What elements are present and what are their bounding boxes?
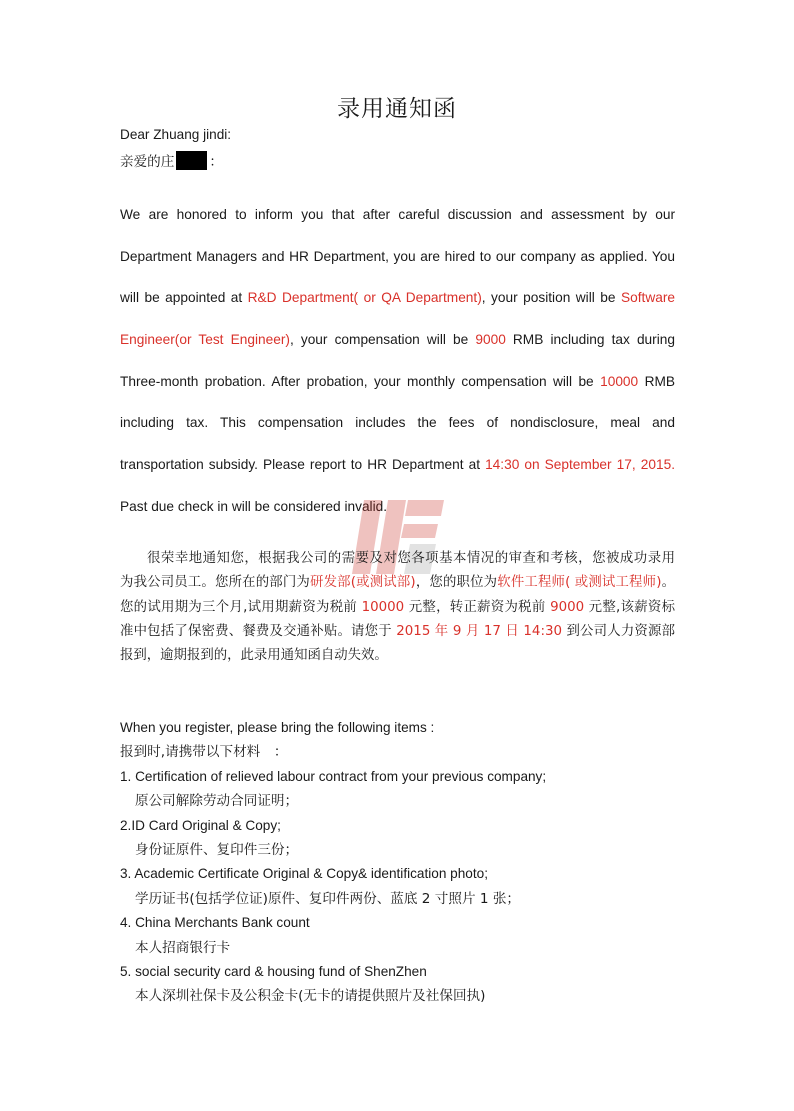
cn-line-5: 报到，逾期报到的，此录用通知函自动失效。 [120, 648, 388, 664]
en-line-5: Three-month probation. After probation, your monthly compensation will be 10000 RMB [120, 373, 675, 389]
en-line-8: Past due check in will be considered invalid. [120, 498, 388, 514]
redaction-box [176, 151, 207, 170]
cn-line-2: 为我公司员工。您所在的部门为研发部(或测试部)，您的职位为软件工程师( 或测试工程师)。 [120, 575, 675, 591]
item-2-en: 2.ID Card Original & Copy; [120, 817, 281, 833]
en-line-7: transportation subsidy. Please report to HR Department at 14:30 on September 17, 2015. [120, 457, 675, 473]
item-3-cn: 学历证书(包括学位证)原件、复印件两份、蓝底 2 寸照片 1 张； [135, 890, 521, 907]
cn-department-highlight: 研发部(或测试部) [310, 575, 416, 591]
items-intro-cn: 报到时,请携带以下材料 ： [120, 744, 288, 761]
cn-probation-salary: 10000 [361, 599, 405, 615]
item-5-cn: 本人深圳社保卡及公积金卡(无卡的请提供照片及社保回执) [135, 988, 486, 1005]
en-line-6: including tax. This compensation includes the fees of nondisclosure, meal and [120, 415, 675, 431]
department-highlight: R&D Department( or QA Department) [247, 290, 482, 306]
chinese-paragraph [120, 549, 675, 670]
items-intro-en: When you register, please bring the following items : [120, 720, 435, 735]
greeting-cn-suffix: ： [209, 154, 223, 170]
greeting-en: Dear Zhuang jindi: [120, 127, 232, 142]
report-datetime: 14:30 on September 17, 2015. [485, 457, 675, 473]
cn-line-4: 准中包括了保密费、餐费及交通补贴。请您于 2015 年 9 月 17 日 14:30 到公司人力资源部 [120, 623, 675, 639]
position-highlight-cont: Engineer(or Test Engineer) [120, 332, 290, 348]
item-3-en: 3. Academic Certificate Original & Copy& identification photo; [120, 866, 488, 882]
position-highlight: Software [620, 290, 675, 306]
monthly-salary: 10000 [600, 373, 639, 389]
greeting-cn [120, 150, 223, 170]
cn-report-datetime: 2015 年 9 月 17 日 14:30 [396, 623, 563, 639]
cn-line-3: 您的试用期为三个月,试用期薪资为税前 10000 元整，转正薪资为税前 9000 元整,该薪资标 [120, 599, 676, 615]
cn-position-highlight: 软件工程师( 或测试工程师) [497, 575, 662, 591]
en-line-1: We are honored to inform you that after careful discussion and assessment by our [120, 207, 675, 222]
en-line-3: will be appointed at R&D Department( or QA Department), your position will be Software [120, 290, 675, 306]
required-items-list [120, 716, 680, 1009]
cn-regular-salary: 9000 [550, 599, 585, 615]
english-paragraph [120, 204, 675, 538]
letter-title: 录用通知函 [337, 96, 457, 122]
probation-salary: 9000 [475, 332, 506, 348]
en-line-2: Department Managers and HR Department, you are hired to our company as applied. You [120, 248, 675, 264]
item-1-en: 1. Certification of relieved labour contract from your previous company; [120, 768, 547, 784]
greeting-cn-prefix: 亲爱的庄 [120, 154, 175, 170]
item-4-cn: 本人招商银行卡 [135, 939, 231, 956]
item-4-en: 4. China Merchants Bank count [120, 915, 310, 931]
item-1-cn: 原公司解除劳动合同证明； [135, 793, 299, 810]
cn-line-1: 很荣幸地通知您，根据我公司的需要及对您各项基本情况的审查和考核，您被成功录用 [147, 551, 675, 566]
en-line-4: Engineer(or Test Engineer), your compensation will be 9000 RMB including tax during [120, 332, 675, 348]
item-5-en: 5. social security card & housing fund of ShenZhen [120, 963, 427, 979]
item-2-cn: 身份证原件、复印件三份； [135, 841, 299, 858]
